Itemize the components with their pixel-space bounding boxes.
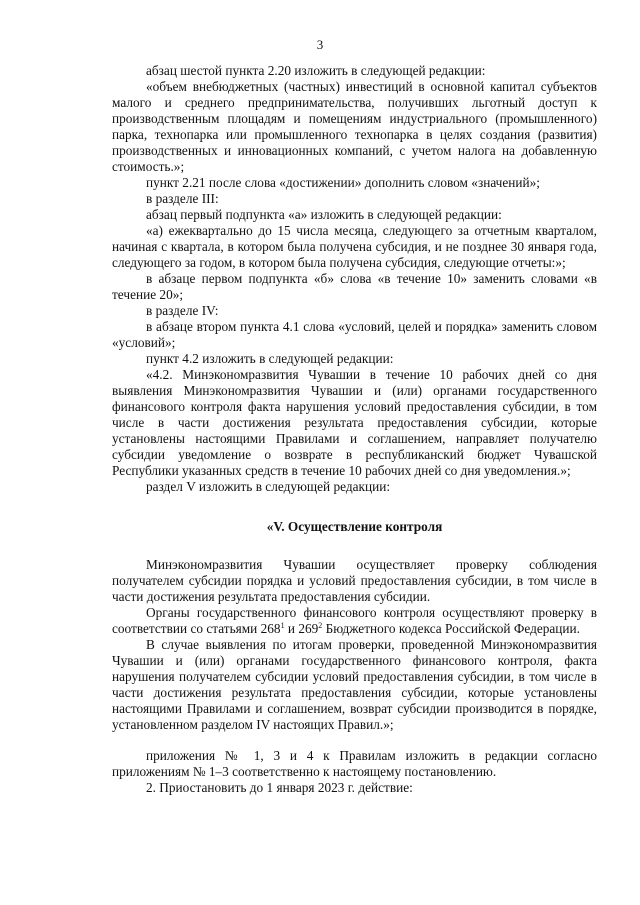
text: Бюджетного кодекса Российской Федерации. (322, 621, 580, 636)
paragraph: в разделе IV: (146, 303, 219, 318)
paragraph: «а) ежеквартально до 15 числа месяца, следующего за отчетным кварталом, начиная с квартала, в котором была получена субсидия, и не позднее 30 января года, следующего за годом, в котором была получена субсидия, следующие отчеты:»; (112, 223, 597, 270)
paragraph: абзац первый подпункта «а» изложить в следующей редакции: (146, 207, 502, 222)
paragraph-suspend: 2. Приостановить до 1 января 2023 г. действие: (146, 780, 413, 795)
section-heading: «V. Осуществление контроля (266, 519, 443, 534)
paragraph: пункт 2.21 после слова «достижении» дополнить словом «значений»; (146, 175, 540, 190)
paragraph: пункт 4.2 изложить в следующей редакции: (146, 351, 394, 366)
superscript: 1 (280, 621, 285, 630)
paragraph: в абзаце втором пункта 4.1 слова «условий, целей и порядка» заменить словом «условий»; (112, 319, 597, 350)
paragraph-control-1: Минэкономразвития Чувашии осуществляет проверку соблюдения получателем субсидии порядка и условий предоставления субсидии, в том числе в части достижения результата предоставления субсидии. (112, 557, 597, 604)
paragraph: «объем внебюджетных (частных) инвестиций в основной капитал субъектов малого и среднего предпринимательства, получивших льготный доступ к производственным площадям и помещениям индустриального (промышленного) парка, технопарка или промышленного технопарка в целях создания (развития) производственных и инновационных компаний, с учетом налога на добавленную стоимость.»; (112, 79, 597, 174)
paragraph: в абзаце первом подпункта «б» слова «в течение 10» заменить словами «в течение 20»; (112, 271, 597, 302)
article-number: 269 (298, 621, 319, 636)
superscript: 2 (318, 621, 323, 630)
text: Органы государственного финансового контроля осуществляют проверку в соответствии со статьями (112, 605, 597, 636)
paragraph: абзац шестой пункта 2.20 изложить в следующей редакции: (146, 63, 486, 78)
article-number: 268 (260, 621, 281, 636)
paragraph-appendix: приложения № 1, 3 и 4 к Правилам изложить в редакции согласно приложениям № 1–3 соответственно к настоящему постановлению. (112, 748, 597, 779)
paragraph: в разделе III: (146, 191, 219, 206)
spacer (112, 733, 597, 748)
paragraph-control-3: В случае выявления по итогам проверки, проведенной Минэкономразвития Чувашии и (или) органами государственного финансового контроля, факта нарушения получателем субсидии условий предоставления субсидии, в том числе в части достижения результата предоставления субсидии, которые установлены настоящими Правилами и соглашением, возврат субсидии производится в порядке, установленном разделом IV настоящих Правил.»; (112, 637, 597, 732)
paragraph: «4.2. Минэкономразвития Чувашии в течение 10 рабочих дней со дня выявления Минэкономразвития Чувашии и (или) органами государственного финансового контроля факта нарушения условий предоставления субсидии, в том числе в части достижения результата предоставления субсидии, которые установлены настоящими Правилами и соглашением, направляет получателю субсидии уведомление о возврате в республиканский бюджет Чувашской Республики указанных средств в течение 10 рабочих дней со дня уведомления.»; (112, 367, 597, 478)
paragraph: раздел V изложить в следующей редакции: (146, 479, 391, 494)
paragraph-control-2 (112, 605, 597, 637)
text: и (284, 621, 299, 636)
page-number: 3 (316, 37, 324, 52)
document-body (112, 63, 597, 796)
